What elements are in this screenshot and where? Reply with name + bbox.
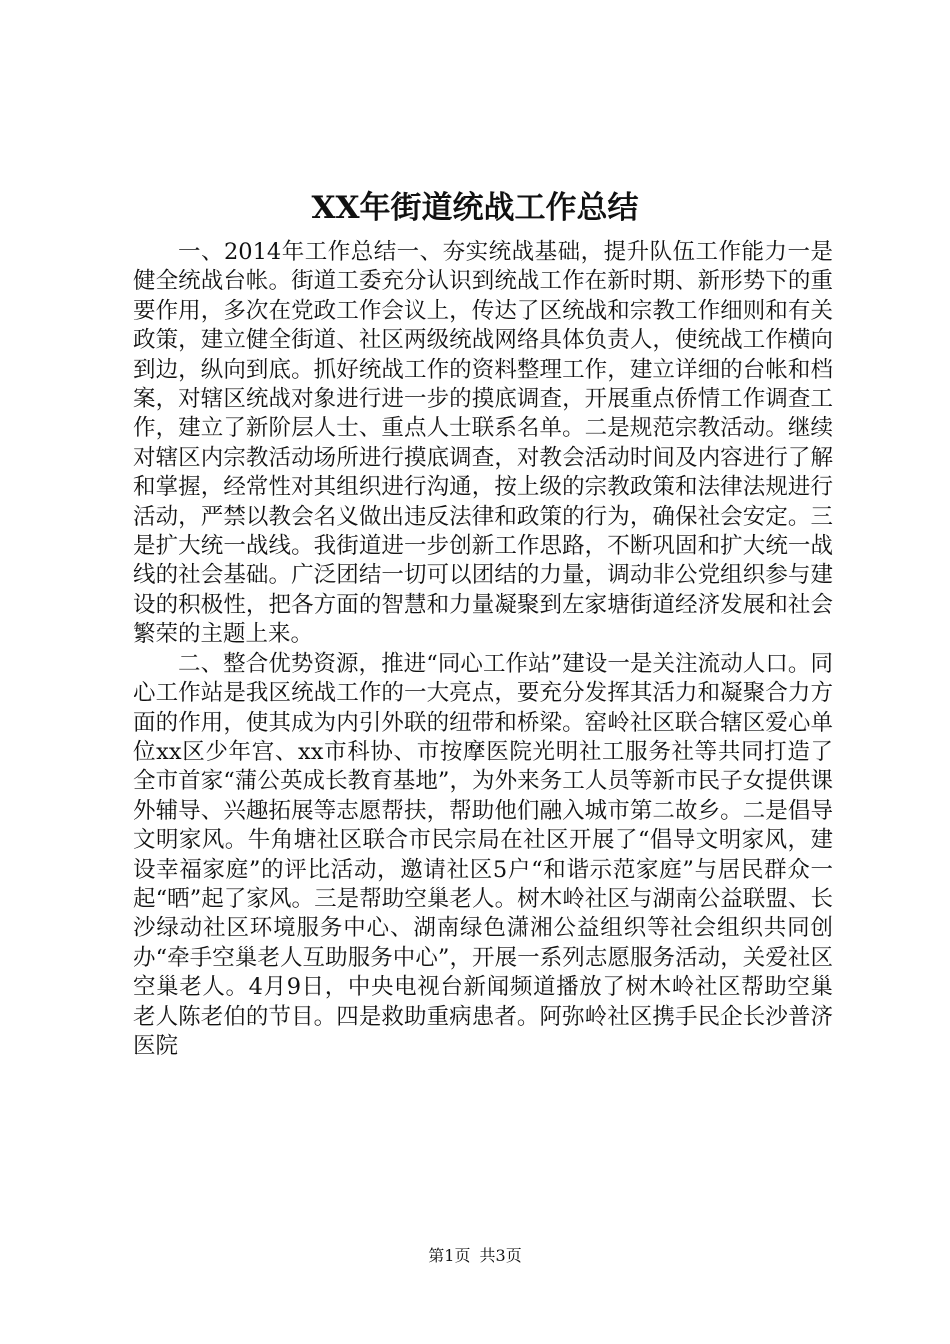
page-number-footer: 第1页 共3页 (428, 1246, 522, 1265)
document-title: XX年街道统战工作总结 (311, 190, 639, 226)
document-body (133, 238, 833, 1061)
paragraph-2: 二、整合优势资源，推进“同心工作站”建设一是关注流动人口。同心工作站是我区统战工作的一大亮点，要充分发挥其活力和凝聚合力方面的作用，使其成为内引外联的纽带和桥梁。窑岭社区联合辖区爱心单位xx区少年宫、xx市科协、市按摩医院光明社工服务社等共同打造了全市首家“蒲公英成长教育基地”，为外来务工人员等新市民子女提供课外辅导、兴趣拓展等志愿帮扶，帮助他们融入城市第二故乡。二是倡导文明家风。牛角塘社区联合市民宗局在社区开展了“倡导文明家风，建设幸福家庭”的评比活动，邀请社区5户“和谐示范家庭”与居民群众一起“晒”起了家风。三是帮助空巢老人。树木岭社区与湖南公益联盟、长沙绿动社区环境服务中心、湖南绿色潇湘公益组织等社会组织共同创办“牵手空巢老人互助服务中心”，开展一系列志愿服务活动，关爱社区空巢老人。4月9日，中央电视台新闻频道播放了树木岭社区帮助空巢老人陈老伯的节目。四是救助重病患者。阿弥岭社区携手民企长沙普济医院 (133, 650, 833, 1059)
paragraph-1: 一、2014年工作总结一、夯实统战基础，提升队伍工作能力一是健全统战台帐。街道工委充分认识到统战工作在新时期、新形势下的重要作用，多次在党政工作会议上，传达了区统战和宗教工作细则和有关政策，建立健全街道、社区两级统战网络具体负责人，使统战工作横向到边，纵向到底。抓好统战工作的资料整理工作，建立详细的台帐和档案，对辖区统战对象进行进一步的摸底调查，开展重点侨情工作调查工作，建立了新阶层人士、重点人士联系名单。二是规范宗教活动。继续对辖区内宗教活动场所进行摸底调查，对教会活动时间及内容进行了解和掌握，经常性对其组织进行沟通，按上级的宗教政策和法律法规进行活动，严禁以教会名义做出违反法律和政策的行为，确保社会安定。三是扩大统一战线。我街道进一步创新工作思路，不断巩固和扩大统一战线的社会基础。广泛团结一切可以团结的力量，调动非公党组织参与建设的积极性，把各方面的智慧和力量凝聚到左家塘街道经济发展和社会繁荣的主题上来。 (133, 239, 833, 648)
